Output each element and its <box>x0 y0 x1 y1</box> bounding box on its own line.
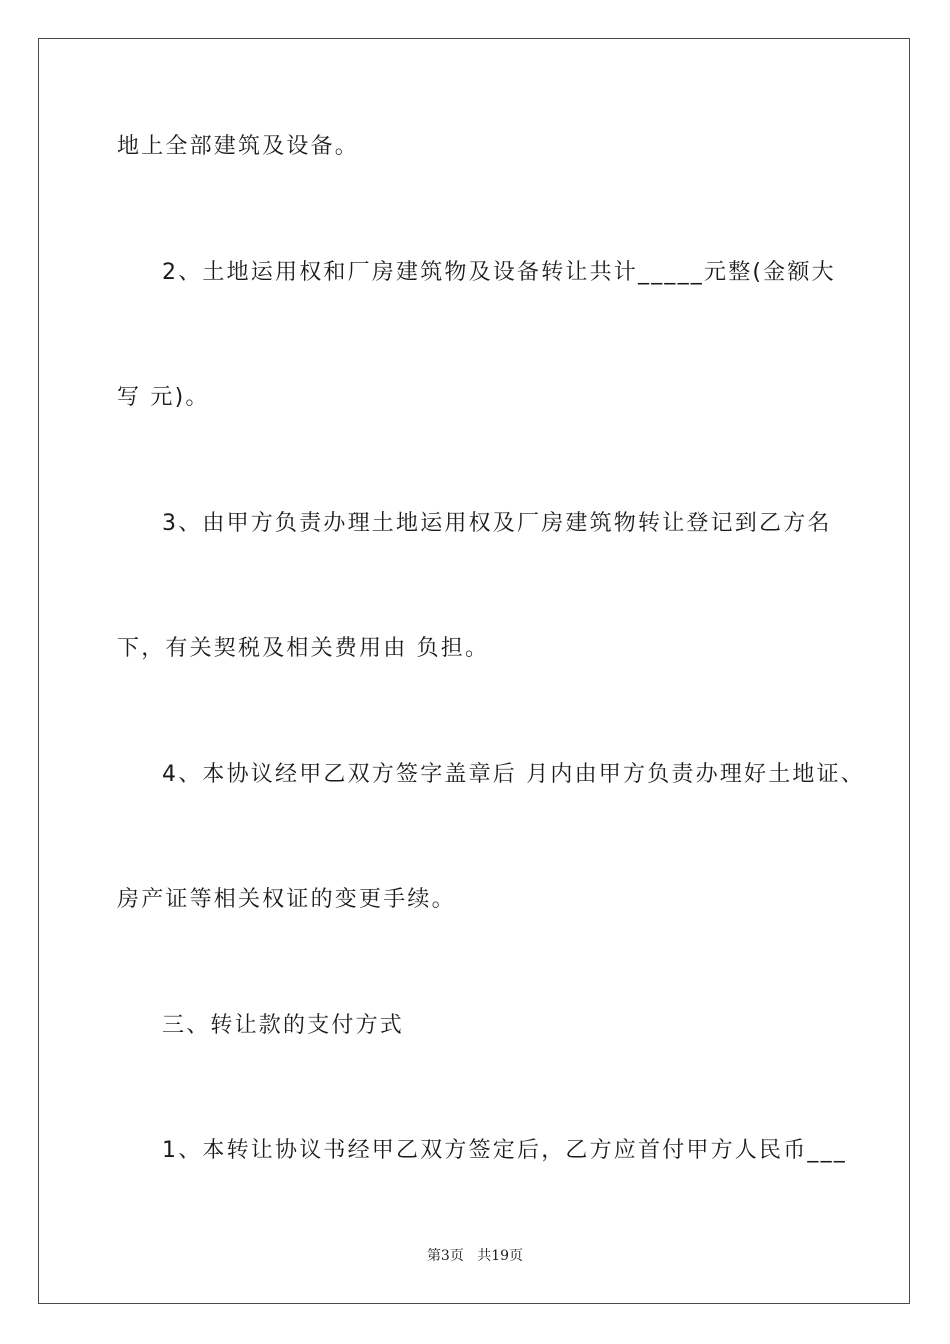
text-line-4: 3、由甲方负责办理土地运用权及厂房建筑物转让登记到乙方名 <box>162 511 832 536</box>
text-line-3: 写 元)。 <box>117 385 210 410</box>
page-border <box>38 38 910 1304</box>
text-line-9: 1、本转让协议书经甲乙双方签定后，乙方应首付甲方人民币___ <box>162 1138 847 1163</box>
text-line-5: 下，有关契税及相关费用由 负担。 <box>117 636 490 661</box>
text-line-2: 2、土地运用权和厂房建筑物及设备转让共计_____元整(金额大 <box>162 260 836 285</box>
page-footer <box>0 1246 950 1266</box>
text-line-6: 4、本协议经甲乙双方签字盖章后 月内由甲方负责办理好土地证、 <box>162 762 865 787</box>
text-line-1: 地上全部建筑及设备。 <box>117 134 360 159</box>
text-line-7: 房产证等相关权证的变更手续。 <box>117 887 456 912</box>
page-total: 共19页 <box>477 1248 524 1264</box>
page-number: 第3页 <box>426 1248 464 1264</box>
section-heading: 三、转让款的支付方式 <box>162 1013 405 1038</box>
